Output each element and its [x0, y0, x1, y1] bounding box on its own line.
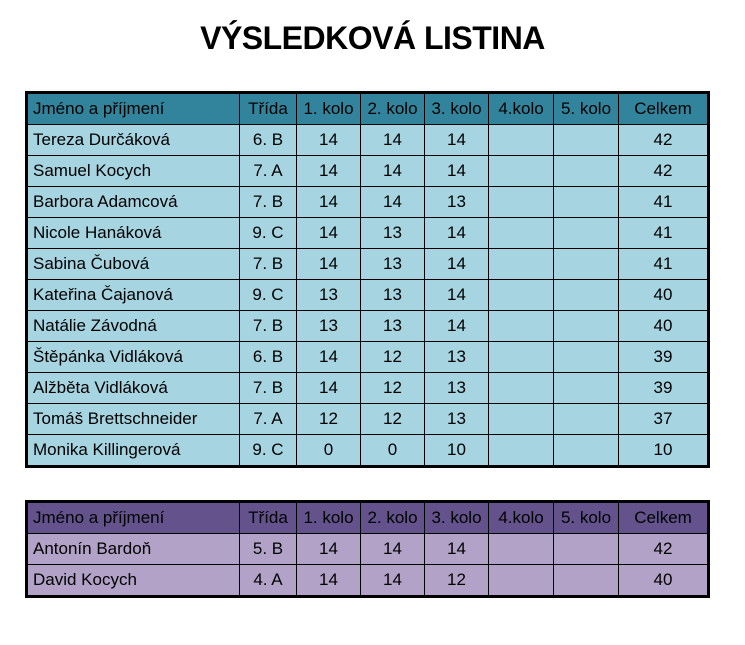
- table-row: [27, 311, 709, 342]
- table-row: [27, 342, 709, 373]
- class-cell: 7. B: [240, 187, 297, 218]
- round3-cell: 13: [425, 187, 489, 218]
- round2-cell: 13: [361, 218, 425, 249]
- round5-cell: [554, 187, 619, 218]
- round3-cell: 10: [425, 435, 489, 467]
- class-cell: 9. C: [240, 280, 297, 311]
- total-cell: 41: [619, 249, 709, 280]
- round1-cell: 13: [297, 311, 361, 342]
- round3-cell: 13: [425, 404, 489, 435]
- round4-cell: [489, 156, 554, 187]
- round2-cell: 0: [361, 435, 425, 467]
- round1-cell: 14: [297, 125, 361, 156]
- column-header-round2: 2. kolo: [361, 93, 425, 125]
- round2-cell: 14: [361, 565, 425, 597]
- round4-cell: [489, 565, 554, 597]
- class-cell: 9. C: [240, 218, 297, 249]
- class-cell: 7. A: [240, 404, 297, 435]
- round5-cell: [554, 218, 619, 249]
- round1-cell: 12: [297, 404, 361, 435]
- round3-cell: 14: [425, 249, 489, 280]
- class-cell: 7. B: [240, 373, 297, 404]
- round4-cell: [489, 249, 554, 280]
- total-cell: 37: [619, 404, 709, 435]
- total-cell: 42: [619, 534, 709, 565]
- column-header-round2: 2. kolo: [361, 502, 425, 534]
- round4-cell: [489, 373, 554, 404]
- total-cell: 42: [619, 125, 709, 156]
- round3-cell: 14: [425, 125, 489, 156]
- round3-cell: 14: [425, 156, 489, 187]
- round1-cell: 14: [297, 565, 361, 597]
- round5-cell: [554, 534, 619, 565]
- round2-cell: 14: [361, 534, 425, 565]
- round4-cell: [489, 280, 554, 311]
- round1-cell: 14: [297, 534, 361, 565]
- table-row: [27, 280, 709, 311]
- class-cell: 7. B: [240, 249, 297, 280]
- table-row: [27, 125, 709, 156]
- round1-cell: 14: [297, 187, 361, 218]
- round5-cell: [554, 311, 619, 342]
- total-cell: 10: [619, 435, 709, 467]
- results-table-main: [25, 91, 710, 468]
- table-row: [27, 435, 709, 467]
- round1-cell: 14: [297, 249, 361, 280]
- table-row: [27, 534, 709, 565]
- table-row: [27, 156, 709, 187]
- column-header-class: Třída: [240, 502, 297, 534]
- round3-cell: 14: [425, 280, 489, 311]
- table-header-row: [27, 502, 709, 534]
- round3-cell: 13: [425, 342, 489, 373]
- round4-cell: [489, 311, 554, 342]
- column-header-round1: 1. kolo: [297, 93, 361, 125]
- round4-cell: [489, 125, 554, 156]
- column-header-round4: 4.kolo: [489, 502, 554, 534]
- round2-cell: 12: [361, 373, 425, 404]
- class-cell: 6. B: [240, 125, 297, 156]
- table-row: [27, 404, 709, 435]
- table-row: [27, 373, 709, 404]
- class-cell: 6. B: [240, 342, 297, 373]
- round1-cell: 14: [297, 156, 361, 187]
- student-name-cell: Antonín Bardoň: [27, 534, 240, 565]
- column-header-total: Celkem: [619, 502, 709, 534]
- student-name-cell: Monika Killingerová: [27, 435, 240, 467]
- column-header-name: Jméno a příjmení: [27, 502, 240, 534]
- total-cell: 39: [619, 373, 709, 404]
- round5-cell: [554, 249, 619, 280]
- round4-cell: [489, 218, 554, 249]
- round5-cell: [554, 565, 619, 597]
- column-header-total: Celkem: [619, 93, 709, 125]
- column-header-class: Třída: [240, 93, 297, 125]
- total-cell: 40: [619, 311, 709, 342]
- class-cell: 4. A: [240, 565, 297, 597]
- student-name-cell: Natálie Závodná: [27, 311, 240, 342]
- round5-cell: [554, 435, 619, 467]
- column-header-round5: 5. kolo: [554, 93, 619, 125]
- round2-cell: 14: [361, 125, 425, 156]
- round2-cell: 12: [361, 342, 425, 373]
- student-name-cell: David Kocych: [27, 565, 240, 597]
- student-name-cell: Sabina Čubová: [27, 249, 240, 280]
- round1-cell: 0: [297, 435, 361, 467]
- column-header-round1: 1. kolo: [297, 502, 361, 534]
- class-cell: 5. B: [240, 534, 297, 565]
- table-row: [27, 187, 709, 218]
- student-name-cell: Alžběta Vidláková: [27, 373, 240, 404]
- total-cell: 40: [619, 280, 709, 311]
- round2-cell: 14: [361, 187, 425, 218]
- table-header-row: [27, 93, 709, 125]
- student-name-cell: Barbora Adamcová: [27, 187, 240, 218]
- round2-cell: 13: [361, 249, 425, 280]
- round2-cell: 13: [361, 311, 425, 342]
- class-cell: 7. B: [240, 311, 297, 342]
- round1-cell: 14: [297, 218, 361, 249]
- total-cell: 42: [619, 156, 709, 187]
- round4-cell: [489, 187, 554, 218]
- results-table-secondary: [25, 500, 710, 598]
- column-header-round4: 4.kolo: [489, 93, 554, 125]
- total-cell: 41: [619, 218, 709, 249]
- table-row: [27, 249, 709, 280]
- class-cell: 7. A: [240, 156, 297, 187]
- round1-cell: 13: [297, 280, 361, 311]
- round4-cell: [489, 534, 554, 565]
- round5-cell: [554, 342, 619, 373]
- table-row: [27, 565, 709, 597]
- column-header-round3: 3. kolo: [425, 502, 489, 534]
- round4-cell: [489, 404, 554, 435]
- round4-cell: [489, 342, 554, 373]
- round3-cell: 12: [425, 565, 489, 597]
- student-name-cell: Nicole Hanáková: [27, 218, 240, 249]
- total-cell: 39: [619, 342, 709, 373]
- round3-cell: 14: [425, 534, 489, 565]
- round5-cell: [554, 156, 619, 187]
- round5-cell: [554, 404, 619, 435]
- column-header-round5: 5. kolo: [554, 502, 619, 534]
- student-name-cell: Samuel Kocych: [27, 156, 240, 187]
- round1-cell: 14: [297, 373, 361, 404]
- round3-cell: 14: [425, 311, 489, 342]
- total-cell: 40: [619, 565, 709, 597]
- round1-cell: 14: [297, 342, 361, 373]
- round3-cell: 14: [425, 218, 489, 249]
- student-name-cell: Štěpánka Vidláková: [27, 342, 240, 373]
- round5-cell: [554, 125, 619, 156]
- class-cell: 9. C: [240, 435, 297, 467]
- column-header-round3: 3. kolo: [425, 93, 489, 125]
- round4-cell: [489, 435, 554, 467]
- student-name-cell: Kateřina Čajanová: [27, 280, 240, 311]
- page: [0, 20, 745, 645]
- page-title: VÝSLEDKOVÁ LISTINA: [200, 20, 545, 56]
- round5-cell: [554, 280, 619, 311]
- table-row: [27, 218, 709, 249]
- round2-cell: 12: [361, 404, 425, 435]
- student-name-cell: Tereza Durčáková: [27, 125, 240, 156]
- round5-cell: [554, 373, 619, 404]
- student-name-cell: Tomáš Brettschneider: [27, 404, 240, 435]
- column-header-name: Jméno a příjmení: [27, 93, 240, 125]
- round2-cell: 14: [361, 156, 425, 187]
- round2-cell: 13: [361, 280, 425, 311]
- total-cell: 41: [619, 187, 709, 218]
- round3-cell: 13: [425, 373, 489, 404]
